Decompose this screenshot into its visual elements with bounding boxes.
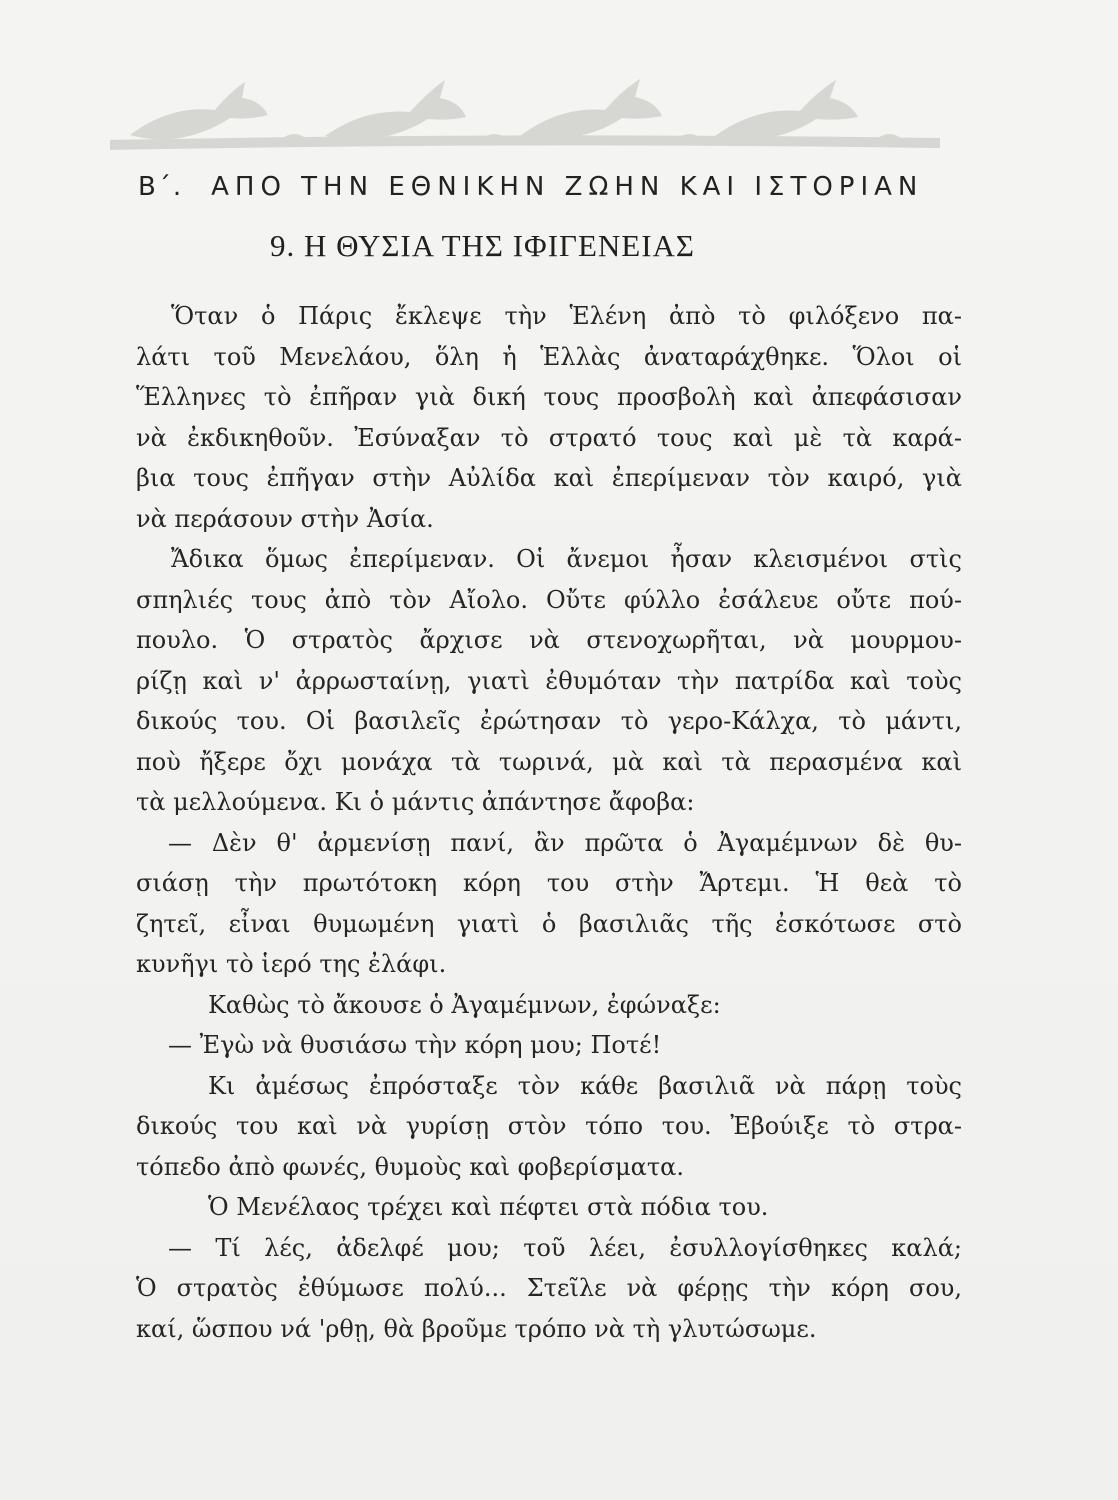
text-line: σιάσῃ τὴν πρωτότοκη κόρη του στὴν Ἄρτεμι. Ἡ θεὰ τὸ	[136, 869, 962, 897]
text-line: ποὺ ἤξερε ὄχι μονάχα τὰ τωρινά, μὰ καὶ τὰ περασμένα καὶ	[136, 747, 962, 776]
text-line: Ἄδικα ὅμως ἐπερίμεναν. Οἱ ἄνεμοι ἦσαν κλεισμένοι στὶς	[171, 545, 962, 573]
text-line: δικούς του καὶ νὰ γυρίσῃ στὸν τόπο του. Ἐβούιξε τὸ στρα-	[136, 1112, 962, 1140]
text-line: Ὅταν ὁ Πάρις ἔκλεψε τὴν Ἑλένη ἀπὸ τὸ φιλόξενο πα-	[171, 302, 962, 330]
text-line: σπηλιές τους ἀπὸ τὸν Αἴολο. Οὔτε φύλλο ἐσάλευε οὔτε πού-	[136, 585, 962, 614]
text-line: — Ἐγὼ νὰ θυσιάσω τὴν κόρη μου; Ποτέ!	[168, 1031, 662, 1059]
text-line: νὰ περάσουν στὴν Ἀσία.	[136, 504, 434, 533]
text-line: δικούς του. Οἱ βασιλεῖς ἐρώτησαν τὸ γερο-Κάλχα, τὸ μάντι,	[136, 707, 962, 735]
section-number: Β΄.	[138, 172, 184, 202]
text-line: κυνῆγι τὸ ἱερό της ἐλάφι.	[136, 950, 447, 978]
chapter-title: 9. Η ΘΥΣΙΑ ΤΗΣ ΙΦΙΓΕΝΕΙΑΣ	[270, 228, 695, 263]
text-line: — Δὲν θ' ἀρμενίσῃ πανί, ἂν πρῶτα ὁ Ἀγαμέμνων δὲ θυ-	[168, 828, 962, 857]
text-line: Κι ἀμέσως ἐπρόσταξε τὸν κάθε βασιλιᾶ νὰ πάρῃ τοὺς	[208, 1071, 962, 1100]
text-line: τὰ μελλούμενα. Κι ὁ μάντις ἀπάντησε ἄφοβα:	[136, 788, 695, 816]
text-line: Καθὼς τὸ ἄκουσε ὁ Ἀγαμέμνων, ἐφώναξε:	[208, 990, 721, 1019]
text-line: καί, ὥσπου νά 'ρθῃ, θὰ βροῦμε τρόπο νὰ τὴ γλυτώσωμε.	[136, 1314, 817, 1343]
text-line: ζητεῖ, εἶναι θυμωμένη γιατὶ ὁ βασιλιᾶς τῆς ἐσκότωσε στὸ	[136, 909, 962, 938]
text-line: ρίζῃ καὶ ν' ἀρρωσταίνῃ, γιατὶ ἐθυμόταν τὴν πατρίδα καὶ τοὺς	[136, 666, 962, 695]
antelope-frieze-icon	[110, 70, 940, 165]
text-line: λάτι τοῦ Μενελάου, ὅλη ἡ Ἑλλὰς ἀναταράχθηκε. Ὅλοι οἱ	[136, 342, 962, 371]
text-line: Ἕλληνες τὸ ἐπῆραν γιὰ δική τους προσβολὴ καὶ ἀπεφάσισαν	[136, 383, 962, 411]
chapter-body	[136, 296, 962, 1349]
text-line: πουλο. Ὁ στρατὸς ἄρχισε νὰ στενοχωρῆται, νὰ μουρμου-	[136, 626, 962, 654]
text-line: Ὁ Μενέλαος τρέχει καὶ πέφτει στὰ πόδια του.	[208, 1193, 769, 1221]
section-title: ΑΠΟ ΤΗΝ ΕΘΝΙΚΗΝ ΖΩΗΝ ΚΑΙ ΙΣΤΟΡΙΑΝ	[211, 172, 924, 202]
text-line: νὰ ἐκδικηθοῦν. Ἐσύναξαν τὸ στρατό τους καὶ μὲ τὰ καρά-	[136, 423, 962, 452]
text-line: Ὁ στρατὸς ἐθύμωσε πολύ... Στεῖλε νὰ φέρῃς τὴν κόρη σου,	[136, 1274, 962, 1302]
section-heading	[138, 172, 958, 202]
text-line: — Τί λές, ἀδελφέ μου; τοῦ λέει, ἐσυλλογίσθηκες καλά;	[168, 1233, 962, 1262]
text-line: τόπεδο ἀπὸ φωνές, θυμοὺς καὶ φοβερίσματα.	[136, 1152, 684, 1181]
text-line: βια τους ἐπῆγαν στὴν Αὐλίδα καὶ ἐπερίμεναν τὸν καιρό, γιὰ	[136, 464, 962, 492]
